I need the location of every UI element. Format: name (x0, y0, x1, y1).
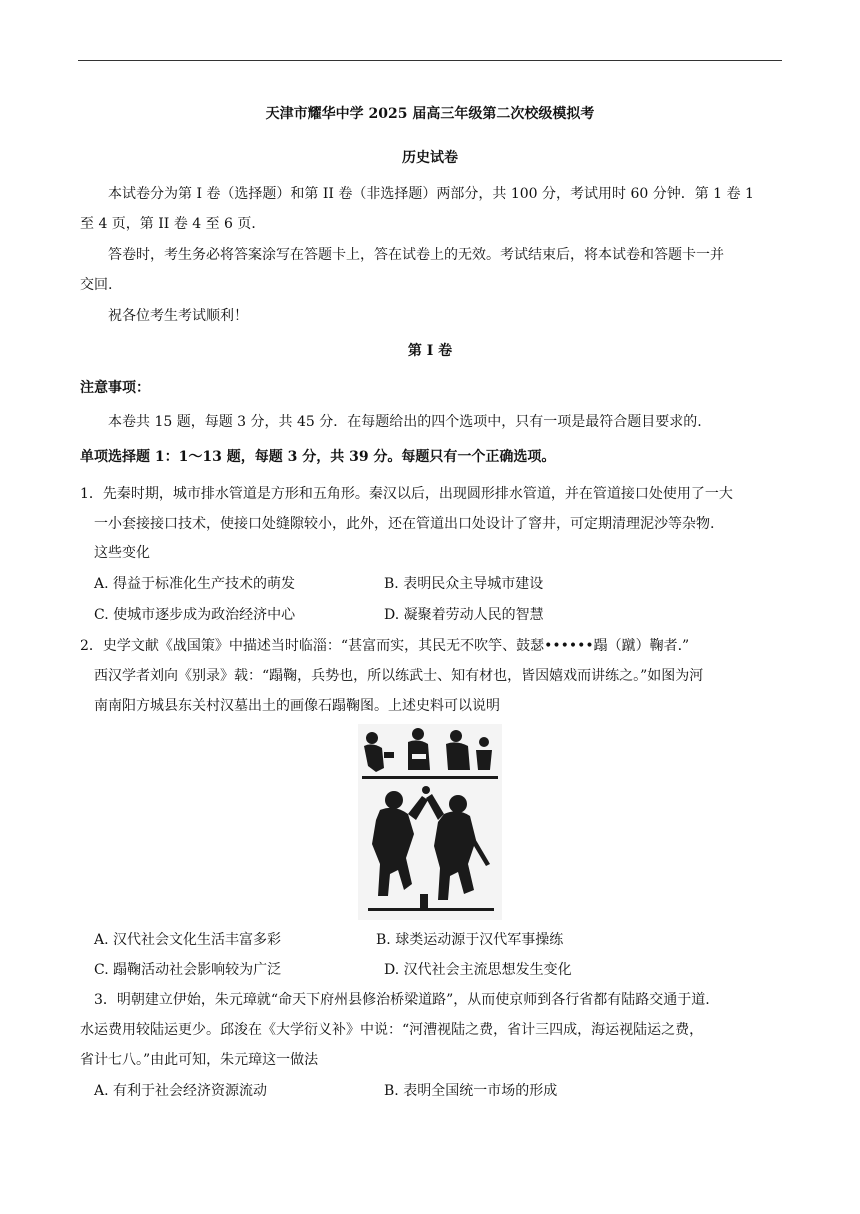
intro-line-5: 祝各位考生考试顺利！ (108, 308, 248, 324)
q3-stem-line-3: 省计七八。”由此可知，朱元璋这一做法 (80, 1052, 319, 1068)
q3-option-b[interactable]: B. 表明全国统一市场的形成 (384, 1083, 558, 1099)
q1-stem-line-2: 一小套接接口技术，使接口处缝隙较小，此外，还在管道出口处设计了窨井，可定期清理泥沙等杂物. (94, 516, 715, 532)
q2-stem-line-2: 西汉学者刘向《别录》载：“蹋鞠，兵势也，所以练武士、知有材也，皆因嬉戏而讲练之。”如图为河 (94, 668, 704, 684)
section-heading: 第 I 卷 (407, 343, 453, 359)
intro-line-3: 答卷时，考生务必将答案涂写在答题卡上，答在试卷上的无效。考试结束后，将本试卷和答题卡一并 (108, 247, 724, 263)
q2-stem-line-1: 2．史学文献《战国策》中描述当时临淄：“甚富而实，其民无不吹竽、鼓瑟••••••蹋（蹴）鞠者.” (80, 638, 690, 654)
intro-line-2: 至 4 页，第 II 卷 4 至 6 页． (80, 216, 266, 232)
exam-subject: 历史试卷 (402, 150, 458, 166)
q3-stem-line-2: 水运费用较陆运更少。邱浚在《大学衍义补》中说：“河漕视陆之费，省计三四成，海运视陆运之费， (80, 1022, 704, 1038)
cuju-stone-relief-image (358, 724, 502, 920)
part-heading: 单项选择题 1：1～13 题，每题 3 分，共 39 分。每题只有一个正确选项。 (80, 449, 556, 465)
q2-option-c[interactable]: C. 蹋鞠活动社会影响较为广泛 (94, 962, 282, 978)
q1-stem-line-3: 这些变化 (94, 545, 150, 561)
q1-option-d[interactable]: D. 凝聚着劳动人民的智慧 (384, 607, 544, 623)
q1-option-c[interactable]: C. 使城市逐步成为政治经济中心 (94, 607, 296, 623)
q2-option-d[interactable]: D. 汉代社会主流思想发生变化 (384, 962, 572, 978)
notice-heading: 注意事项： (80, 380, 150, 396)
q2-option-b[interactable]: B. 球类运动源于汉代军事操练 (376, 932, 564, 948)
notice-text: 本卷共 15 题，每题 3 分，共 45 分．在每题给出的四个选项中，只有一项是最符合题目要求的. (108, 414, 702, 430)
q1-option-b[interactable]: B. 表明民众主导城市建设 (384, 576, 544, 592)
intro-line-1: 本试卷分为第 I 卷（选择题）和第 II 卷（非选择题）两部分，共 100 分，考试用时 60 分钟．第 1 卷 1 (108, 186, 754, 202)
q2-stem-line-3: 南南阳方城县东关村汉墓出土的画像石蹋鞠图。上述史料可以说明 (94, 698, 500, 714)
q3-option-a[interactable]: A. 有利于社会经济资源流动 (94, 1083, 268, 1099)
exam-title: 天津市耀华中学 2025 届高三年级第二次校级模拟考 (265, 106, 595, 122)
q3-stem-line-1: 3．明朝建立伊始，朱元璋就“命天下府州县修治桥梁道路”，从而使京师到各行省都有陆路交通于道. (94, 992, 710, 1008)
q1-option-a[interactable]: A. 得益于标准化生产技术的萌发 (94, 576, 296, 592)
intro-line-4: 交回. (80, 277, 113, 293)
q2-option-a[interactable]: A. 汉代社会文化生活丰富多彩 (94, 932, 282, 948)
header-rule (78, 60, 782, 61)
q1-stem-line-1: 1．先秦时期，城市排水管道是方形和五角形。秦汉以后，出现圆形排水管道，并在管道接口处使用了一大 (80, 486, 733, 502)
